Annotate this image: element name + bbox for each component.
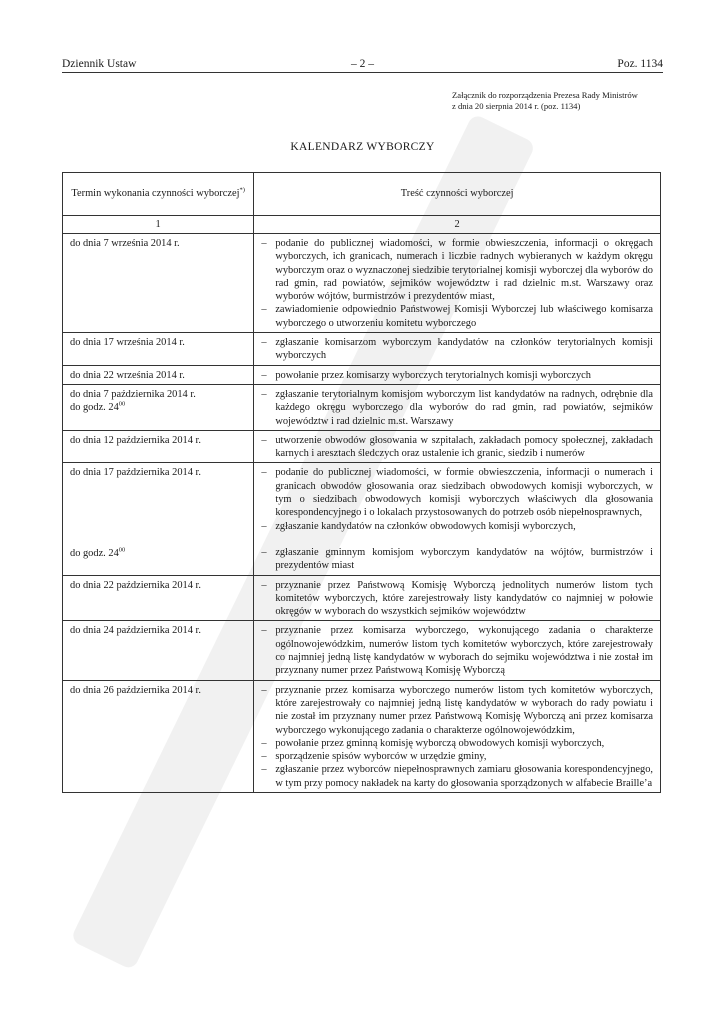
annex-line-1: Załącznik do rozporządzenia Prezesa Rady Ministrów bbox=[452, 90, 638, 100]
position-number: Poz. 1134 bbox=[617, 58, 663, 70]
list-item: – przyznanie przez komisarza wyborczego, wykonującego zadania o charakterze ogólnowojewódzkim, numerów listom tych komitetów wyborczych, które zarejestrowały co najmniej jedną listę kandydatów w wyborach do sejmiku województwa i nie został im przyznany numer przez Państwową Komisję Wyborczą bbox=[259, 624, 653, 677]
election-calendar-table bbox=[62, 172, 661, 793]
row-date: do dnia 22 września 2014 r. bbox=[63, 365, 254, 384]
table-header-row bbox=[63, 173, 661, 216]
row-actions bbox=[254, 575, 661, 621]
row-date: do dnia 7 września 2014 r. bbox=[63, 234, 254, 333]
row-date-spacer bbox=[70, 480, 253, 547]
annex-line-2: z dnia 20 sierpnia 2014 r. (poz. 1134) bbox=[452, 100, 581, 111]
list-item: – przyznanie przez Państwową Komisję Wyborczą jednolitych numerów listom tych komitetów wyborczych, które zarejestrowały listy kandydatów co najmniej w połowie okręgów w wyborach do wszystkich sejmików województw bbox=[259, 579, 653, 619]
column-header-term bbox=[63, 173, 254, 216]
row-actions bbox=[254, 621, 661, 680]
row-actions bbox=[254, 234, 661, 333]
row-time bbox=[70, 401, 253, 414]
row-time-text: do godz. 24 bbox=[70, 547, 119, 559]
table-row bbox=[63, 463, 661, 575]
table-row bbox=[63, 234, 661, 333]
annex-note bbox=[452, 90, 667, 111]
row-date: do dnia 26 października 2014 r. bbox=[63, 680, 254, 792]
table-row bbox=[63, 680, 661, 792]
page-header bbox=[62, 58, 663, 73]
row-actions bbox=[254, 430, 661, 463]
row-actions bbox=[254, 333, 661, 366]
row-actions bbox=[254, 680, 661, 792]
column-number-row bbox=[63, 216, 661, 234]
row-time bbox=[70, 547, 253, 560]
list-item: – utworzenie obwodów głosowania w szpitalach, zakładach pomocy społecznej, zakładach karnych i aresztach śledczych oraz ustalenie ich granic, siedzib i numerów bbox=[259, 434, 653, 461]
list-item: – przyznanie przez komisarza wyborczego numerów listom tych komitetów wyborczych, które zarejestrowały co najmniej jedną listę kandydatów w wyborach do rady powiatu i nie został im przyznany numer przez Państwową Komisję Wyborczą ani przez komisarza wyborczego wykonującego zadania o charakterze ogólnowojewódzkim, bbox=[259, 684, 653, 737]
journal-name: Dziennik Ustaw bbox=[62, 58, 137, 70]
row-date: do dnia 24 października 2014 r. bbox=[63, 621, 254, 680]
list-item: – zgłaszanie kandydatów na członków obwodowych komisji wyborczych, bbox=[259, 520, 653, 533]
column-number-2: 2 bbox=[254, 216, 661, 234]
row-date: do dnia 22 października 2014 r. bbox=[63, 575, 254, 621]
row-actions bbox=[254, 384, 661, 430]
row-actions bbox=[254, 463, 661, 575]
row-date-cell bbox=[63, 384, 254, 430]
list-item: – podanie do publicznej wiadomości, w formie obwieszczenia, informacji o numerach i granicach obwodów głosowania oraz siedzibach obwodowych komisji wyborczych, w tym o siedzibach obwodowych komisji wyborczych właściwych dla głosowania korespondencyjnego i o lokalach przystosowanych do potrzeb osób niepełnosprawnych, bbox=[259, 466, 653, 519]
document-title: KALENDARZ WYBORCZY bbox=[290, 141, 435, 153]
row-time-sup: 00 bbox=[118, 400, 126, 408]
row-date: do dnia 12 października 2014 r. bbox=[63, 430, 254, 463]
list-item: – zgłaszanie komisarzom wyborczym kandydatów na członków terytorialnych komisji wyborczych bbox=[259, 336, 653, 363]
row-time-sup: 00 bbox=[118, 546, 126, 554]
list-item: – podanie do publicznej wiadomości, w formie obwieszczenia, informacji o okręgach wyborczych, ich granicach, numerach i liczbie radnych wybieranych w każdym okręgu wyborczym oraz o wyznaczonej siedzibie terytorialnej komisji wyborczej dla wyborów do rad gmin, rad powiatów, sejmików województw i rad dzielnic m.st. Warszawy oraz wyborów wójtów, burmistrzów i prezydentów miast, bbox=[259, 237, 653, 303]
row-date: do dnia 17 października 2014 r. bbox=[70, 467, 201, 479]
column-header-content: Treść czynności wyborczej bbox=[254, 173, 661, 216]
row-date: do dnia 17 września 2014 r. bbox=[63, 333, 254, 366]
list-item: – sporządzenie spisów wyborców w urzędzie gminy, bbox=[259, 750, 653, 763]
row-time-text: do godz. 24 bbox=[70, 402, 119, 414]
row-actions bbox=[254, 365, 661, 384]
list-item: – zgłaszanie przez wyborców niepełnosprawnych zamiaru głosowania korespondencyjnego, w tym przy pomocy nakładek na karty do głosowania sporządzonych w alfabecie Braille’a bbox=[259, 763, 653, 790]
list-item: – zgłaszanie terytorialnym komisjom wyborczym list kandydatów na radnych, odrębnie dla każdego okręgu wyborczego dla wyborów do rad gmin, rad powiatów, sejmików województw i rad dzielnic m.st. Warszawy bbox=[259, 388, 653, 428]
row-date-cell bbox=[63, 463, 254, 575]
table-row bbox=[63, 333, 661, 366]
table-row bbox=[63, 430, 661, 463]
table-row bbox=[63, 621, 661, 680]
row-date: do dnia 7 października 2014 r. bbox=[70, 388, 196, 400]
table-row bbox=[63, 365, 661, 384]
column-number-1: 1 bbox=[63, 216, 254, 234]
list-item: – zawiadomienie odpowiednio Państwowej Komisji Wyborczej lub właściwego komisarza wyborczego o utworzeniu komitetu wyborczego bbox=[259, 303, 653, 330]
footnote-mark: *) bbox=[239, 186, 245, 194]
list-item: – zgłaszanie gminnym komisjom wyborczym kandydatów na wójtów, burmistrzów i prezydentów miast bbox=[259, 546, 653, 573]
list-item: – powołanie przez gminną komisję wyborczą obwodowych komisji wyborczych, bbox=[259, 737, 653, 750]
table-row bbox=[63, 575, 661, 621]
page-number: – 2 – bbox=[351, 58, 374, 70]
table-row bbox=[63, 384, 661, 430]
list-item: – powołanie przez komisarzy wyborczych terytorialnych komisji wyborczych bbox=[259, 369, 653, 382]
column-header-term-text: Termin wykonania czynności wyborczej bbox=[71, 188, 240, 199]
